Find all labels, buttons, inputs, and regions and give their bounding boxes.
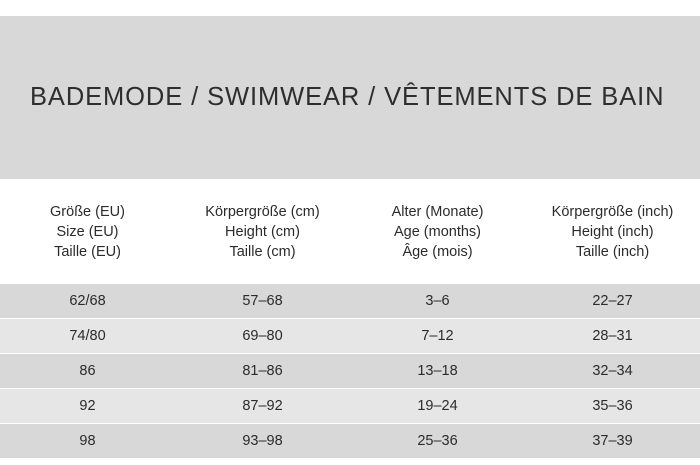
table-header xyxy=(0,179,700,284)
table-header-row xyxy=(0,179,700,284)
size-table xyxy=(0,179,700,458)
table-cell: 87–92 xyxy=(175,389,350,424)
column-header-line: Taille (EU) xyxy=(54,244,121,260)
column-header-height-cm xyxy=(175,179,350,284)
page-banner xyxy=(0,16,700,179)
table-cell: 28–31 xyxy=(525,319,700,354)
table-cell: 19–24 xyxy=(350,389,525,424)
column-header-age-months xyxy=(350,179,525,284)
table-cell: 62/68 xyxy=(0,284,175,319)
table-cell: 69–80 xyxy=(175,319,350,354)
column-header-line: Age (months) xyxy=(393,224,482,240)
column-header-line: Taille (cm) xyxy=(229,244,296,260)
table-cell: 7–12 xyxy=(350,319,525,354)
table-cell: 3–6 xyxy=(350,284,525,319)
table-cell: 37–39 xyxy=(525,424,700,459)
table-row xyxy=(0,354,700,389)
table-cell: 74/80 xyxy=(0,319,175,354)
column-header-line: Größe (EU) xyxy=(50,204,125,220)
table-cell: 32–34 xyxy=(525,354,700,389)
column-header-height-inch xyxy=(525,179,700,284)
column-header-line: Height (inch) xyxy=(571,224,654,240)
column-header-line: Körpergröße (cm) xyxy=(205,204,320,220)
column-header-line: Size (EU) xyxy=(56,224,119,240)
table-cell: 25–36 xyxy=(350,424,525,459)
column-header-line: Alter (Monate) xyxy=(391,204,484,220)
table-cell: 98 xyxy=(0,424,175,459)
table-cell: 22–27 xyxy=(525,284,700,319)
table-cell: 93–98 xyxy=(175,424,350,459)
table-cell: 13–18 xyxy=(350,354,525,389)
column-header-line: Taille (inch) xyxy=(575,244,650,260)
table-row xyxy=(0,284,700,319)
table-cell: 57–68 xyxy=(175,284,350,319)
table-cell: 35–36 xyxy=(525,389,700,424)
table-row xyxy=(0,389,700,424)
page-title: BADEMODE / SWIMWEAR / VÊTEMENTS DE BAIN xyxy=(30,83,665,111)
table-row xyxy=(0,424,700,459)
column-header-line: Height (cm) xyxy=(225,224,300,240)
table-cell: 92 xyxy=(0,389,175,424)
size-table-container xyxy=(0,179,700,458)
table-row xyxy=(0,319,700,354)
column-header-line: Körpergröße (inch) xyxy=(551,204,674,220)
table-body xyxy=(0,284,700,458)
column-header-size-eu xyxy=(0,179,175,284)
table-cell: 81–86 xyxy=(175,354,350,389)
column-header-line: Âge (mois) xyxy=(402,244,473,260)
table-cell: 86 xyxy=(0,354,175,389)
